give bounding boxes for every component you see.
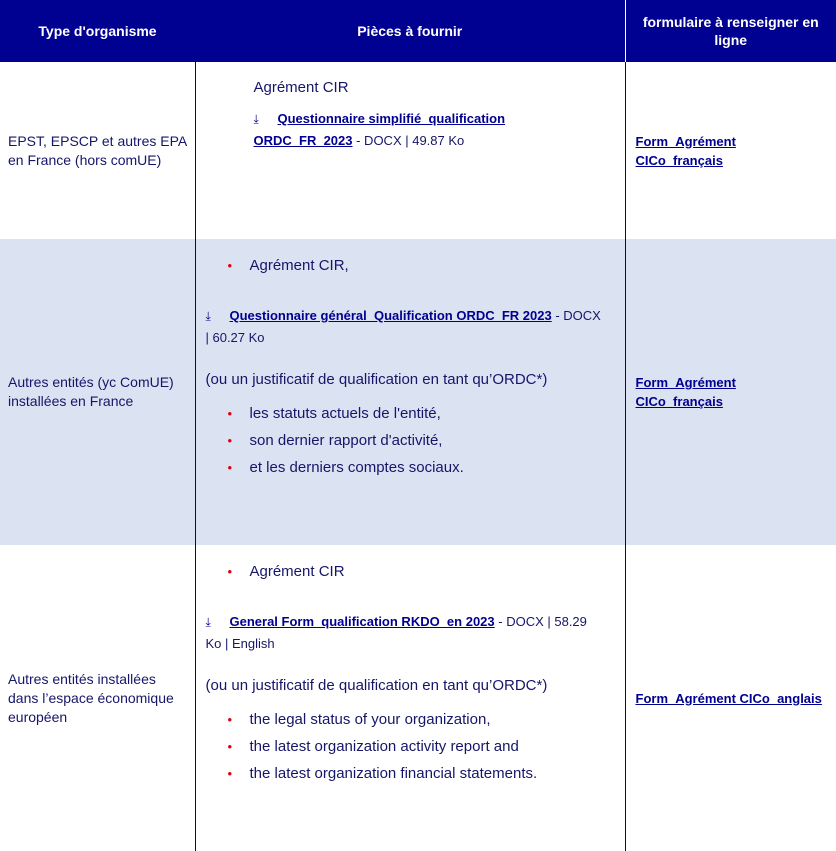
bullet-dot: • [227,766,233,781]
header-pieces-a-fournir: Pièces à fournir [195,0,625,62]
list-item: • the latest organization financial statements. [228,760,605,787]
justificatif-text: (ou un justificatif de qualification en tant qu’ORDC*) [205,677,548,694]
row-type-cell: Autres entités installées dans l’espace économique européen [8,670,174,725]
table-header-row [0,0,836,62]
form-link-agrement-francais[interactable]: Form_Agrément CICo_français [635,133,736,168]
header-formulaire: formulaire à renseigner en ligne [625,0,836,62]
table-row [0,545,836,851]
file-meta: - DOCX | 60.27 Ko [205,308,601,345]
bullet-dot: • [227,460,233,475]
bullet-dot: • [227,258,233,273]
list-item: • et les derniers comptes sociaux. [228,454,605,481]
form-link-agrement-anglais[interactable]: Form_Agrément CICo_anglais [635,690,822,706]
row-pieces-cell [195,545,625,851]
download-icon: ⤓ [205,309,211,323]
list-item: • les statuts actuels de l'entité, [228,400,605,427]
bullet-dot: • [227,712,233,727]
download-link-questionnaire-general[interactable]: Questionnaire général_Qualification ORDC_FR 2023 [229,308,552,323]
agrement-text: Agrément CIR [253,79,349,96]
download-link-questionnaire-simplifie[interactable]: Questionnaire simplifié_qualification ORDC_FR_2023 [253,111,506,148]
list-item: • the legal status of your organization, [228,706,605,733]
row-pieces-cell [195,239,625,545]
bullet-dot: • [227,564,233,579]
justificatif-text: (ou un justificatif de qualification en tant qu’ORDC*) [205,371,548,388]
row-type-cell: EPST, EPSCP et autres EPA en France (hors comUE) [8,132,187,168]
list-item: • Agrément CIR, [228,252,605,279]
bullet-dot: • [227,433,233,448]
table-row [0,62,836,239]
form-link-agrement-francais[interactable]: Form_Agrément CICo_français [635,375,736,409]
list-item: • Agrément CIR [228,558,605,585]
header-type-organisme: Type d'organisme [0,0,195,62]
table-row [0,239,836,545]
download-link-general-form[interactable]: General Form_qualification RKDO_en 2023 [229,614,495,629]
list-item: • the latest organization activity report and [228,733,605,760]
download-icon: ⤓ [205,615,211,629]
bullet-dot: • [227,739,233,754]
file-meta: - DOCX | 58.29 Ko | English [205,614,587,651]
file-meta: - DOCX | 49.87 Ko [352,133,465,148]
list-item: • son dernier rapport d'activité, [228,427,605,454]
row-pieces-cell [195,62,625,239]
row-type-cell: Autres entités (yc ComUE) installées en France [0,239,195,545]
download-icon: ⤓ [253,112,259,126]
bullet-dot: • [227,406,233,421]
